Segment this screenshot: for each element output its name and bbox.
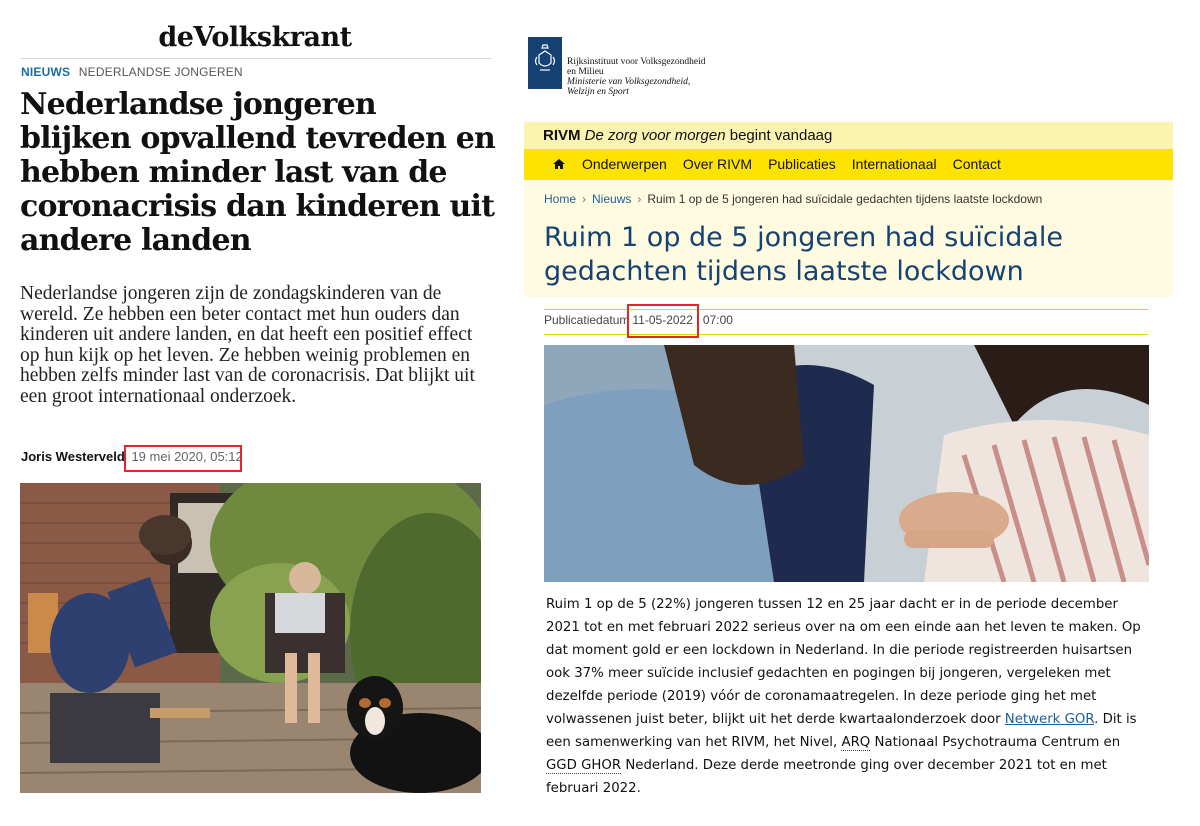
body-text-4: Nederland. Deze derde meetronde ging over december 2021 tot en met februari 2022. — [546, 758, 1107, 796]
ministry-line-2: Welzijn en Sport — [567, 87, 629, 97]
header-divider — [20, 58, 492, 59]
breadcrumb-separator: › — [582, 192, 587, 206]
article-photo — [20, 483, 481, 793]
coat-of-arms-icon — [528, 37, 562, 89]
volkskrant-logo[interactable]: deVolkskrant — [158, 22, 352, 53]
ministry-line-1: Ministerie van Volksgezondheid, — [567, 77, 691, 87]
publication-date: 11-05-2022 — [632, 313, 693, 327]
tagline — [543, 127, 832, 144]
netwerk-gor-link[interactable]: Netwerk GOR — [1004, 712, 1095, 727]
section-labels — [21, 65, 243, 79]
date-highlight-box — [124, 445, 242, 472]
body-text-1: Ruim 1 op de 5 (22%) jongeren tussen 12 en 25 jaar dacht er in de periode december 2021 tot en met februari 2022 serieus over na om een einde aan het leven te maken. Op dat moment gold er een lockdown in Nederland. In die periode registreerden huisartsen ook 37% meer suïcide inclusief gedachten en pogingen bij jongeren, vergeleken met dezelfde periode (2019) vóór de coronamaatregelen. In deze periode ging het met volwassenen juist beter, blijkt uit het derde kwartaalonderzoek door — [546, 597, 1141, 727]
nav-item-internationaal[interactable]: Internationaal — [851, 156, 937, 172]
tagline-rest: begint vandaag — [729, 127, 833, 144]
nav-item-publicaties[interactable]: Publicaties — [768, 156, 836, 172]
section-link-jongeren[interactable]: NEDERLANDSE JONGEREN — [78, 65, 243, 79]
article-body — [546, 593, 1152, 800]
author-name[interactable]: Joris Westerveld — [21, 449, 125, 464]
breadcrumb-nieuws[interactable]: Nieuws — [592, 192, 632, 206]
body-text-3: Nationaal Psychotrauma Centrum en — [874, 735, 1121, 750]
main-navigation — [524, 149, 1173, 180]
date-highlight-box — [627, 304, 699, 338]
nav-item-over-rivm[interactable]: Over RIVM — [682, 156, 753, 172]
breadcrumb-separator: › — [637, 192, 642, 206]
tagline-brand: RIVM — [543, 127, 581, 144]
rijksoverheid-logo[interactable] — [528, 37, 562, 89]
photo-girls-with-dog — [20, 483, 481, 793]
org-line-2: en Milieu — [567, 67, 604, 77]
tagline-italic: De zorg voor morgen — [584, 127, 726, 144]
page-title: Ruim 1 op de 5 jongeren had suïcidale gedachten tijdens laatste lockdown — [544, 222, 1064, 287]
article-headline: Nederlandse jongeren blijken opvallend tevreden en hebben minder last van de coronacrisis dan kinderen uit andere landen — [20, 87, 496, 258]
arq-abbreviation[interactable]: ARQ — [841, 735, 871, 750]
nav-item-contact[interactable]: Contact — [952, 156, 1001, 172]
publication-date-label: Publicatiedatum — [544, 313, 630, 327]
publication-time: 07:00 — [702, 313, 733, 327]
body-text-2: . Dit is een samenwerking van het RIVM, het Nivel, — [546, 712, 1137, 750]
org-line-1: Rijksinstituut voor Volksgezondheid — [567, 57, 706, 67]
volkskrant-article — [0, 0, 500, 826]
ggd-ghor-abbreviation[interactable]: GGD GHOR — [546, 758, 622, 773]
rivm-article — [510, 0, 1200, 826]
breadcrumb-home[interactable]: Home — [544, 192, 577, 206]
breadcrumb — [544, 192, 1042, 206]
home-icon[interactable] — [552, 157, 566, 171]
photo-comforting-hands — [544, 345, 1149, 582]
publish-date: 19 mei 2020, 05:12 — [131, 449, 243, 464]
breadcrumb-current: Ruim 1 op de 5 jongeren had suïcidale gedachten tijdens laatste lockdown — [647, 192, 1043, 206]
article-lead: Nederlandse jongeren zijn de zondagskinderen van de wereld. Ze hebben een beter contact met hun ouders dan kinderen uit andere landen, en dat heeft een positief effect op hun kijk op het leven. Ze hebben weinig problemen en hebben zelfs minder last van de coronacrisis. Dat blijkt uit een groot internationaal onderzoek. — [20, 283, 475, 407]
nav-item-onderwerpen[interactable]: Onderwerpen — [582, 156, 667, 172]
section-link-nieuws[interactable]: NIEUWS — [21, 65, 71, 79]
article-photo — [544, 345, 1149, 582]
organisation-name — [567, 57, 705, 97]
